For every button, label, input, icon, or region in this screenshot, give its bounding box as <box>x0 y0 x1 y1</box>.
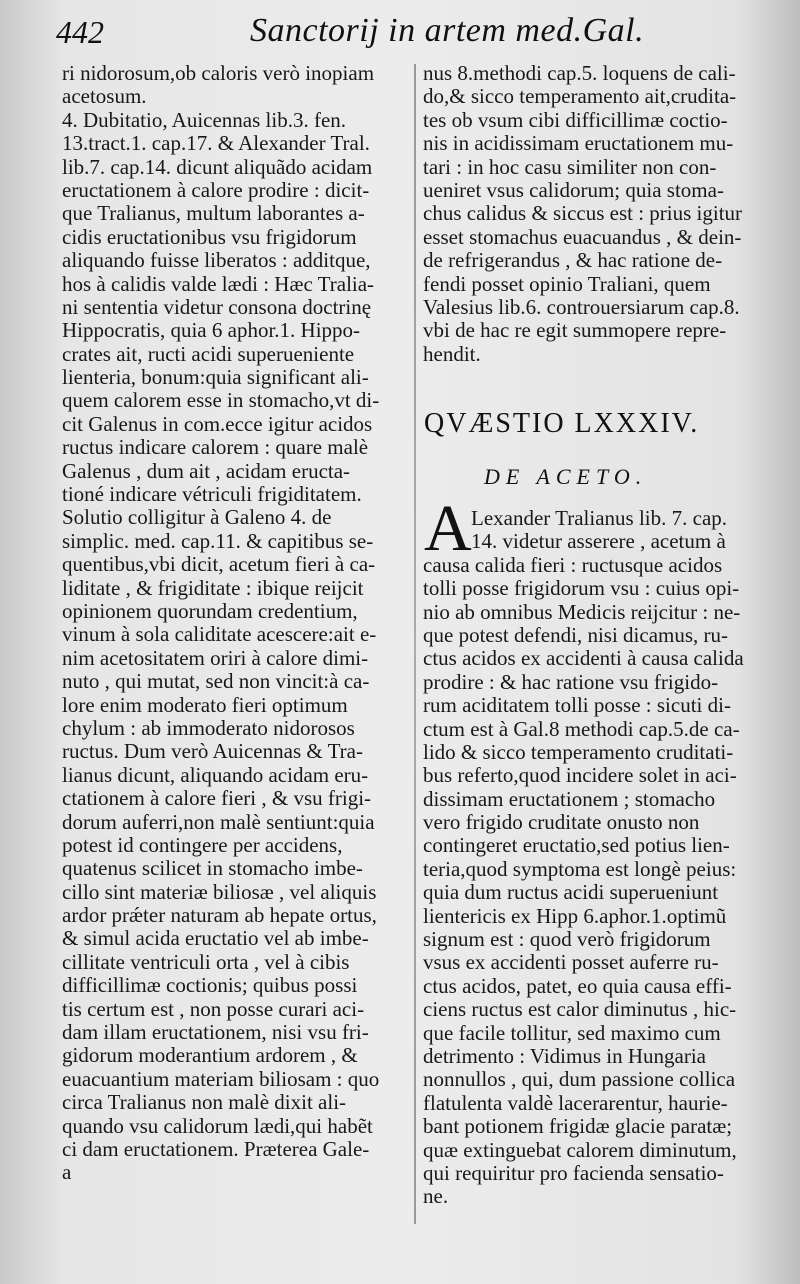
text-line: acetosum. <box>62 84 147 109</box>
text-line: contingeret eructatio,sed potius lien- <box>423 833 730 858</box>
text-line: flatulenta valdè lacerarentur, haurie- <box>423 1090 728 1115</box>
text-line: ructus indicare calorem : quare malè <box>62 435 369 460</box>
text-line: signum est : quod verò frigidorum <box>423 927 711 952</box>
text-line: 14. videtur asserere , acetum à <box>471 529 726 554</box>
text-line: qui requiritur pro facienda sensatio- <box>423 1160 724 1185</box>
text-line: lore enim moderato fieri optimum <box>62 692 348 717</box>
text-line: crates ait, ructi acidi superueniente <box>62 341 355 366</box>
text-line: lienteria, bonum:quia significant ali- <box>62 365 369 390</box>
text-line: que potest defendi, nisi dicamus, ru- <box>423 622 729 647</box>
right-column-body <box>423 507 759 1209</box>
text-line: vinum à sola caliditate acescere:ait e- <box>62 622 377 647</box>
text-line: Valesius lib.6. controuersiarum cap.8. <box>423 294 740 319</box>
text-line: rum aciditatem tolli posse : sicuti di- <box>423 693 731 718</box>
text-line: vbi de hac re egit summopere repre- <box>423 318 727 343</box>
text-line: cit Galenus in com.ecce igitur acidos <box>62 411 373 436</box>
text-line: bant potionem frigidæ glacie paratæ; <box>423 1114 733 1139</box>
text-line: ni sententia videtur consona doctrinę <box>62 294 372 319</box>
text-line: 13.tract.1. cap.17. & Alexander Tral. <box>62 131 370 156</box>
text-line: lido & sicco temperamento cruditati- <box>423 739 734 764</box>
drop-cap: A <box>424 492 472 565</box>
text-line: ctum est à Gal.8 methodi cap.5.de ca- <box>423 716 740 741</box>
text-line: & simul acida eructatio vel ab imbe- <box>62 926 369 951</box>
text-line: detrimento : Vidimus in Hungaria <box>423 1043 706 1068</box>
text-line: euacuantium materiam biliosam : quo <box>62 1066 380 1091</box>
text-line: tari : in hoc casu similiter non con- <box>423 154 717 179</box>
text-line: gidorum moderantium ardorem , & <box>62 1043 358 1068</box>
text-line: ructus. Dum verò Auicennas & Tra- <box>62 739 363 764</box>
text-line: que facile tollitur, sed maximo cum <box>423 1020 721 1045</box>
text-line: nuto , qui mutat, sed non vincit:à ca- <box>62 669 370 694</box>
text-line: ciens ructus est calor diminutus , hic- <box>423 997 737 1022</box>
text-line: do,& sicco temperamento ait,crudita- <box>423 84 737 109</box>
page-number: 442 <box>56 14 104 50</box>
text-line: nim acetositatem oriri à calore dimi- <box>62 645 369 670</box>
text-line: ctationem à calore fieri , & vsu frigi- <box>62 786 372 811</box>
text-line: circa Tralianus non malè dixit ali- <box>62 1090 347 1115</box>
text-line: quæ extinguebat calorem diminutum, <box>423 1137 737 1162</box>
text-line: vsus ex accidenti posset auferre ru- <box>423 950 719 975</box>
text-line: nio ab omnibus Medicis reijcitur : ne- <box>423 599 741 624</box>
text-line: teria,quod symptoma est longè peius: <box>423 856 737 881</box>
text-line: chus calidus & siccus est : prius igitur <box>423 201 743 226</box>
text-line: prodire : & hac ratione vsu frigido- <box>423 669 719 694</box>
text-line: causa calida fieri : ructusque acidos <box>423 552 723 577</box>
text-line: ne. <box>423 1184 449 1209</box>
text-line: ardor prǽter naturam ab hepate ortus, <box>62 903 377 928</box>
text-line: quentibus,vbi dicit, acetum fieri à ca- <box>62 552 376 577</box>
text-line: fendi posset opinio Traliani, quem <box>423 271 711 296</box>
text-line: difficillimæ coctionis; quibus possi <box>62 973 358 998</box>
running-head: Sanctorij in artem med.Gal. <box>250 12 645 49</box>
text-line: potest id contingere per accidens, <box>62 832 343 857</box>
text-line: 4. Dubitatio, Auicennas lib.3. fen. <box>62 107 347 132</box>
text-line: Galenus , dum ait , acidam eructa- <box>62 458 351 483</box>
text-line: lianus dicunt, aliquando acidam eru- <box>62 762 369 787</box>
text-line: quem calorem esse in stomacho,vt di- <box>62 388 380 413</box>
text-line: quatenus scilicet in stomacho imbe- <box>62 856 363 881</box>
text-line: ctus acidos ex accidenti à causa calida <box>423 646 744 671</box>
left-column <box>62 62 410 1185</box>
text-line: tes ob vsum cibi difficillimæ coctio- <box>423 107 728 132</box>
text-line: quia dum ructus acidi superueniunt <box>423 880 719 905</box>
text-line: lib.7. cap.14. dicunt aliquãdo acidam <box>62 154 373 179</box>
text-line: dissimam eructationem ; stomacho <box>423 786 716 811</box>
text-line: bus referto,quod incidere solet in aci- <box>423 763 737 788</box>
text-line: tioné indicare vétriculi frigiditatem. <box>62 482 362 507</box>
text-line: hos à calidis valde lædi : Hæc Tralia- <box>62 271 375 296</box>
text-line: vero frigido cruditate onusto non <box>423 810 700 835</box>
text-line: cidis eructationibus vsu frigidorum <box>62 224 357 249</box>
text-line: tis certum est , non posse curari aci- <box>62 996 365 1021</box>
text-line: de refrigerandus , & hac ratione de- <box>423 248 723 273</box>
text-line: ctus acidos, patet, eo quia causa effi- <box>423 973 732 998</box>
text-line: ri nidorosum,ob caloris verò inopiam <box>62 61 375 85</box>
text-line: nis in acidissimam eructationem mu- <box>423 131 734 156</box>
text-line: dam illam eructationem, nisi vsu fri- <box>62 1020 369 1045</box>
right-column-top <box>423 62 759 366</box>
text-line: liditate , & frigiditate : ibique reijcit <box>62 575 364 600</box>
text-line: opinionem quorundam credentium, <box>62 598 358 623</box>
text-line: Lexander Tralianus lib. 7. cap. <box>471 506 728 530</box>
text-line: hendit. <box>423 341 481 366</box>
text-line: tolli posse frigidorum vsu : cuius opi- <box>423 576 740 601</box>
text-line: ci dam eructationem. Præterea Gale- <box>62 1136 370 1161</box>
text-line: quando vsu calidorum lædi,qui habẽt <box>62 1113 373 1138</box>
text-line: esset stomachus euacuandus , & dein- <box>423 224 742 249</box>
text-line: nonnullos , qui, dum passione collica <box>423 1067 736 1092</box>
question-heading: QVÆSTIO LXXXIV. <box>424 408 700 439</box>
text-line: eructationem à calore prodire : dicit- <box>62 177 370 202</box>
text-line: Hippocratis, quia 6 aphor.1. Hippo- <box>62 318 361 343</box>
text-line: cillitate ventriculi orta , vel à cibis <box>62 949 350 974</box>
text-line: aliquando fuisse liberatos : additque, <box>62 248 371 273</box>
column-divider <box>414 64 416 1224</box>
section-title: DE ACETO. <box>484 464 648 489</box>
text-line: cillo sint materiæ biliosæ , vel aliquis <box>62 879 377 904</box>
text-line: dorum auferri,non malè sentiunt:quia <box>62 809 375 834</box>
text-line: chylum : ab immoderato nidorosos <box>62 715 355 740</box>
text-line: a <box>62 1160 72 1185</box>
text-line: ueniret vsus calidorum; quia stoma- <box>423 177 724 202</box>
text-line: Solutio colligitur à Galeno 4. de <box>62 505 332 530</box>
text-line: lientericis ex Hipp 6.aphor.1.optimũ <box>423 903 727 928</box>
text-line: simplic. med. cap.11. & capitibus se- <box>62 528 374 553</box>
text-line: que Tralianus, multum laborantes a- <box>62 201 365 226</box>
text-line: nus 8.methodi cap.5. loquens de cali- <box>423 61 736 85</box>
